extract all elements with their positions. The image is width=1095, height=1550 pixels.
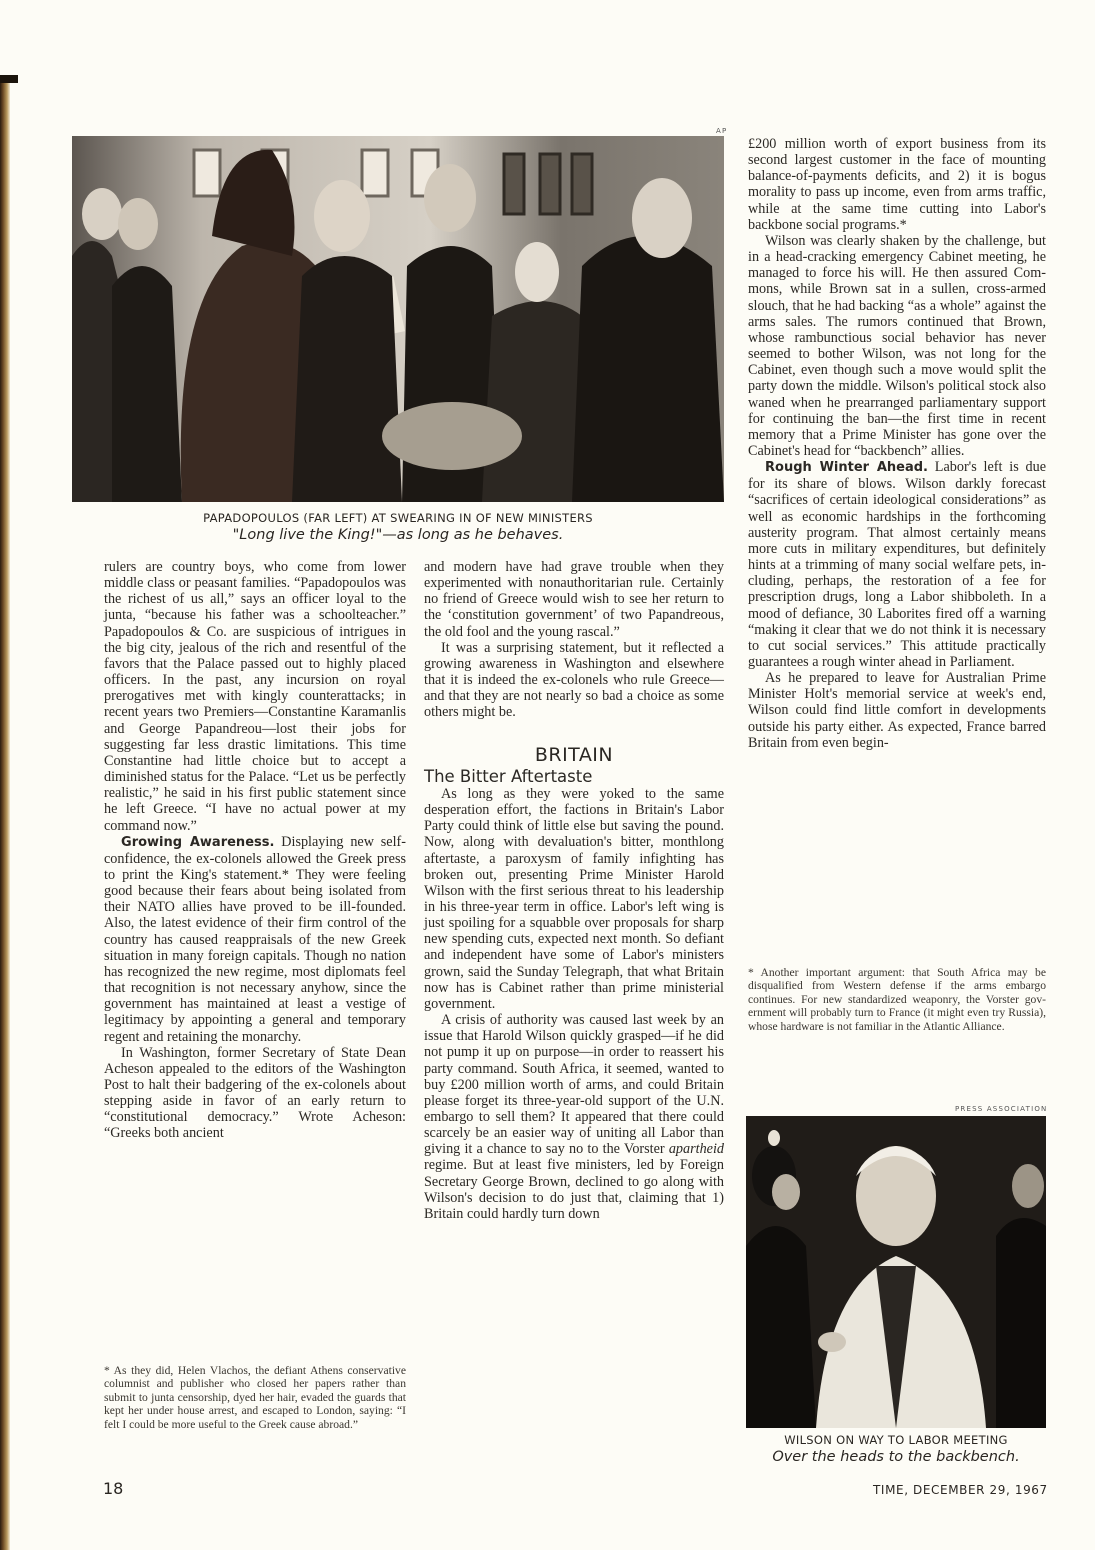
paragraph (748, 459, 1046, 670)
paragraph: As he prepared to leave for Australian Prime Minister Holt's memorial service at week's end, Wilson could find little comfort in developments outside his party either. As expected, France barred Britain from even begin- (748, 670, 1046, 751)
paragraph-text: A crisis of authority was caused last week by an issue that Harold Wilson quickly grasped—if he did not pump it up on purpose—in order to reassert his party command. South Africa, it seemed, wanted to buy £200 million worth of arms, and could Britain please forget its three-year-old support of the U.N. embargo to sell them? It appeared that there could scarcely be an easier way of uniting all Labor than giving it a chance to say no to the Vorster (424, 1012, 724, 1158)
photo-credit-bottom: PRESS ASSOCIATION (955, 1105, 1048, 1113)
article-headline: The Bitter Aftertaste (424, 766, 593, 786)
caption-subtitle: Over the heads to the backbench. (772, 1449, 1020, 1465)
paragraph-text: regime. But at least five ministers, led by Foreign Secretary George Brown, declined to go along with Wilson's decision to do just that, claiming that 1) Britain could hardly turn down (424, 1157, 724, 1222)
paragraph: Wilson was clearly shaken by the challenge, but in a head-cracking emergency Cabinet meeting, he managed to force his will. He then assured Commons, while Brown sat in a sullen, cross-armed slouch, that he had backing “as a whole” against the arms sales. The rumors continued that Brown, whose rambunctious social behavior has never seemed to bother Wilson, was not long for the Cabinet, even though such a move would split the party down the middle. Wilson's political stock also waned when he prearranged parliamentary support for continuing the ban—the first time in recent memory that a Prime Minister has gone over the Cabinet's head for “backbench” allies. (748, 232, 1046, 459)
wilson-photo-image (746, 1116, 1046, 1428)
column-2 (424, 559, 724, 1222)
page-binding-edge (0, 75, 10, 1550)
photo-credit-top: AP (716, 127, 728, 135)
wilson-photo (746, 1116, 1046, 1428)
paragraph: and modern have had grave trouble when they experimented with nonauthoritarian rule. Certainly no friend of Greece would wish to see her return to the ‘constitution government’ of two Papandreous, the old fool and the young rascal.” (424, 559, 724, 640)
subhead-growing-awareness: Growing Awareness. (121, 834, 275, 850)
paragraph (104, 834, 406, 1045)
swearing-in-photo (72, 136, 724, 502)
photo-caption-bottom (746, 1433, 1046, 1465)
swearing-in-photo-image (72, 136, 724, 502)
caption-title: WILSON ON WAY TO LABOR MEETING (784, 1433, 1008, 1447)
italic-term: apartheid (668, 1141, 724, 1158)
paragraph: rulers are country boys, who come from lower middle class or peasant families. “Papadopoulos was the richest of us all,” says an officer loyal to the junta, “because his father was a schoolteacher.” Papadopoulos & Co. are suspicious of intrigues in the big city, jealous of the rich and resentful of the favors that the Palace passed out to highly placed officers. In the past, any incursion on royal prerogatives met with kingly counterattacks; in recent years two Premiers—Constantine Karamanlis and George Papandreou—lost their jobs for suggesting far less drastic limitations. This time Constantine had little choice but to accept a diminished status for the Palace. “Let us be perfectly realistic,” he said in his first public statement since he left Greece. “I have no actual power at my command now.” (104, 559, 406, 834)
paragraph (424, 1012, 724, 1222)
paragraph: £200 million worth of export business from its second largest customer in the face of mounting balance-of-payments deficits, and 2) it is bogus morality to pass up income, even from arms traffic, while at the same time cutting into Labor's backbone social programs.* (748, 136, 1046, 233)
caption-title: PAPADOPOULOS (FAR LEFT) AT SWEARING IN OF NEW MINISTERS (203, 511, 593, 525)
column-1 (104, 559, 406, 1142)
paragraph-text: Labor's left is due for its share of blows. Wilson darkly forecast “sacrifices of certain ideological considerations” as well as economic hardships in the forthcoming austerity program. That almost certainly means more cuts in military expenditures, but definitely hints at a trimming of many social welfare pets, including, perhaps, the restoration of a fee for prescription drugs, long a Labor shibboleth. In a mood of defiance, 30 Laborites fired off a warning “making it clear that we do not think it is necessary to cut social services.” This attitude practically guarantees a rough winter ahead in Parliament. (748, 459, 1047, 670)
photo-caption-top (72, 511, 724, 543)
footnote-arms: * Another important argument: that South Africa may be disqualified from Western defense if the arms embargo continues. For new standardized weaponry, the Vorster government will probably turn to France (it might even try Russia), whose hardware is not familiar in the Atlantic Alliance. (748, 966, 1046, 1033)
paragraph-text: Displaying new self-confidence, the ex-colonels allowed the Greek press to print the King's statement.* They were feeling good because their fears about being isolated from their NATO allies have proved to be ill-founded. Also, the latest evidence of their firm control of the country has caused reappraisals of the new Greek situation in many foreign capitals. Though no nation has recognized the new regime, most diplomats feel that recognition is not necessary anyhow, since the government has maintained at least a vestige of legitimacy by appointing a general and temporary regent and retaining the monarchy. (104, 833, 406, 1045)
paragraph: As long as they were yoked to the same desperation effort, the factions in Britain's Labor Party could think of little else but saving the pound. Now, along with devaluation's bitter, monthlong aftertaste, a paroxysm of family infighting has broken out, presenting Prime Minister Harold Wilson with the first serious threat to his leadership in his three-year term in office. Labor's left wing is just spoiling for a squabble over proposals for sharp new spending cuts, expected next month. So defiant and independent have some of Labor's ministers grown, said the Sunday Telegraph, that what Britain now has is Cabinet rather than prime ministerial government. (424, 785, 724, 1012)
column-3 (748, 136, 1046, 751)
subhead-rough-winter: Rough Winter Ahead. (765, 460, 928, 476)
section-heading: BRITAIN (534, 743, 614, 766)
paragraph: It was a surprising statement, but it reflected a growing awareness in Washington and elsewhere that it is indeed the ex-colonels who rule Greece—and that they are not nearly so bad a choice as some others might be. (424, 639, 724, 721)
page-number: 18 (103, 1479, 124, 1498)
footnote-vlachos: * As they did, Helen Vlachos, the defiant Athens conservative columnist and publisher who closed her papers rather than submit to junta censorship, dyed her hair, evaded the guards that kept her under house arrest, and escaped to London, saying: “I felt I could be more useful to the Greek cause abroad.” (104, 1364, 406, 1431)
binding-mark (0, 75, 18, 83)
issue-date: TIME, DECEMBER 29, 1967 (873, 1483, 1048, 1497)
caption-subtitle: "Long live the King!"—as long as he behaves. (232, 527, 564, 543)
paragraph: In Washington, former Secretary of State Dean Acheson appealed to the editors of the Washington Post to halt their badgering of the ex-colonels about stepping aside in favor of an early return to “constitutional democracy.” Wrote Acheson: “Greeks both ancient (104, 1044, 406, 1142)
